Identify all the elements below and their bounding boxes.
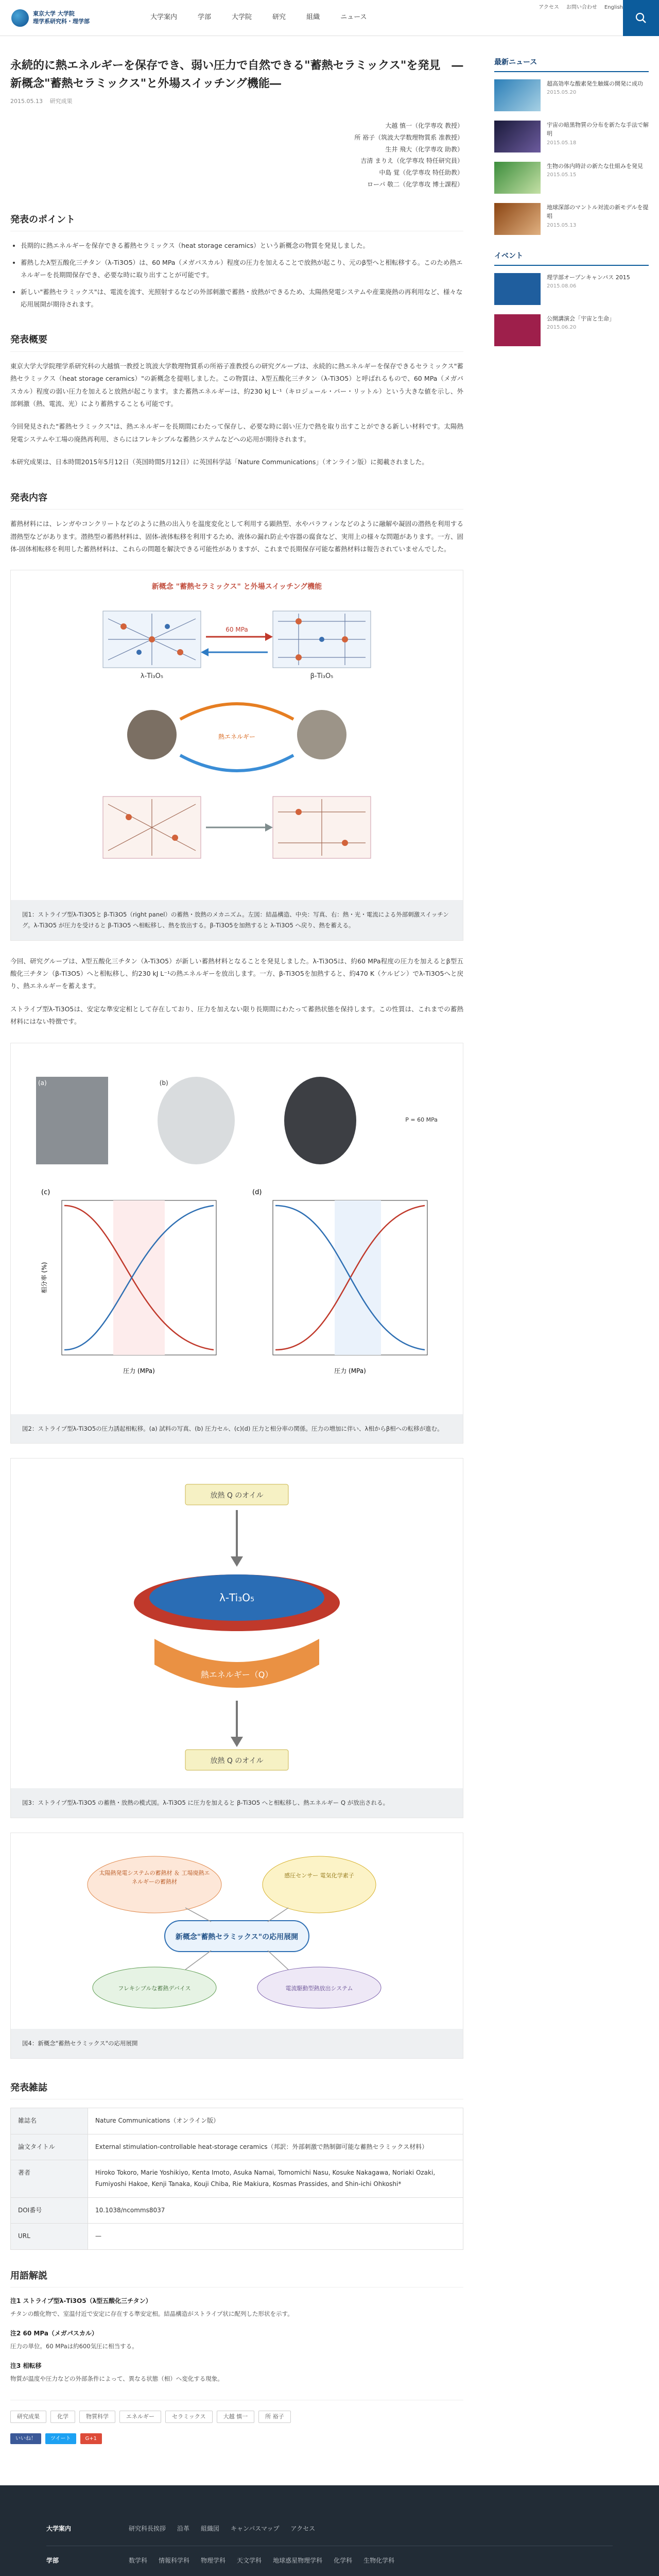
tag-list (10, 2400, 463, 2427)
nav-item[interactable]: 研究 (272, 13, 286, 22)
news-thumbnail (494, 203, 541, 235)
event-thumbnail (494, 314, 541, 346)
label-beta: β-Ti₃O₅ (310, 672, 334, 681)
nav-item[interactable]: 大学院 (232, 13, 252, 22)
logo-line1: 東京大学 大学院 (33, 10, 75, 18)
x-axis-label: 圧力 (MPa) (334, 1367, 366, 1375)
panel-label: (d) (252, 1188, 262, 1196)
publication-info-table (10, 2108, 463, 2250)
key-points (10, 240, 463, 311)
author: 吉清 まりえ（化学専攻 特任研究員） (360, 157, 463, 165)
heat-arc (180, 704, 293, 771)
table-row: URL — (11, 2224, 463, 2250)
heat-release-diagram (82, 1469, 391, 1778)
glossary-item: 注3 相転移 物質が温度や圧力などの外部条件によって、異なる状態（相）へ変化する現象。 (10, 2362, 223, 2382)
point-item: • 蓄熱したλ型五酸化三チタン（λ-Ti3O5）は、60 MPa（メガパスカル）程度の圧力を加えることで放熱が起こり、元のβ型へと相転移する。このため熱エネルギーを長期間保存でき、必要な時に取り出すことが可能です。 (21, 257, 463, 282)
figure1-title: 新概念 "蓄熱セラミックス" と外場スイッチング機能 (151, 583, 322, 591)
news-item[interactable]: 超高効率な酸素発生触媒の開発に成功 2015.05.20 (494, 79, 649, 111)
label-lambda: λ-Ti₃O₅ (140, 672, 164, 681)
heat-label: 熱エネルギー（Q） (200, 1670, 273, 1680)
nav-item[interactable]: 学部 (198, 13, 212, 22)
arrow-pressure (206, 626, 273, 641)
search-icon (635, 12, 647, 24)
tag[interactable]: エネルギー (119, 2411, 161, 2424)
glossary-item: 注1 ストライプ型λ-Ti3O5（λ型五酸化三チタン） チタンの酸化物で、室温付近で安定に存在する準安定相。結晶構造がストライプ状に配列した形状を示す。 (10, 2297, 293, 2317)
footer-category: 学部 (46, 2556, 59, 2564)
transition-region (113, 1200, 165, 1355)
search-button[interactable] (623, 0, 659, 36)
university-logo-icon (11, 9, 29, 27)
transition-region (335, 1200, 381, 1355)
center-label: λ-Ti₃O₅ (219, 1591, 254, 1604)
panel-label: (c) (41, 1188, 50, 1196)
node-current: 電流駆動型熱放出システム (285, 1985, 353, 1992)
heat-label: 熱エネルギー (218, 733, 256, 741)
figure-4 (10, 1833, 463, 2059)
nav-item[interactable]: ニュース (340, 13, 367, 22)
footer-link[interactable]: 天文学科 (237, 2556, 262, 2564)
phase-chart-c (36, 1185, 227, 1381)
info-heading: 発表雑誌 (10, 2080, 463, 2100)
glossary-heading: 用語解説 (10, 2268, 463, 2288)
footer-link[interactable]: 組織図 (201, 2525, 220, 2533)
footer-link[interactable]: 沿革 (177, 2525, 190, 2533)
footer-link[interactable]: キャンパスマップ (231, 2525, 280, 2533)
doi-link[interactable]: 10.1038/ncomms8037 (88, 2197, 463, 2224)
sidebar-news-heading: 最新ニュース (494, 57, 649, 72)
sample-photo (36, 1077, 108, 1164)
x-axis-label: 圧力 (MPa) (123, 1367, 155, 1375)
center-node: 新概念"蓄熱セラミックス"の応用展開 (175, 1933, 299, 1941)
arrow-heat (201, 648, 268, 656)
util-access[interactable]: アクセス (539, 5, 559, 10)
footer-link[interactable]: 物理学科 (201, 2556, 226, 2564)
heat-wave (154, 1639, 319, 1688)
news-item[interactable]: 生物の体内時計の新たな仕組みを発見 2015.05.15 (494, 162, 649, 194)
tag[interactable]: セラミックス (165, 2411, 213, 2424)
figure-3 (10, 1458, 463, 1818)
pressure-label: 60 MPa (226, 626, 248, 634)
author-list (10, 120, 463, 191)
site-header (0, 0, 659, 36)
bottom-label: 放熱 Q のオイル (210, 1757, 264, 1766)
content-paragraph: 今回、研究グループは、λ型五酸化三チタン（λ-Ti3O5）が新しい蓄熱材料となることを発見しました。λ-Ti3O5は、約60 MPa程度の圧力を加えるとβ型五酸化三チタン（β-Ti3O5）へと相転移し、約230 kJ L⁻¹の熱エネルギーを放出します。一方、β-Ti3O5を加熱すると、約470 K（ケルビン）でλ-Ti3O5へと戻り、熱エネルギーを蓄えます。 (10, 957, 463, 990)
content-paragraph: ストライプ型λ-Ti3O5は、安定な準安定相として存在しており、圧力を加えない限り長期間にわたって蓄熱状態を保持します。この性質は、これまでの蓄熱材料にはない特徴です。 (10, 1005, 463, 1026)
overview-paragraph: 今回発見された"蓄熱セラミックス"は、熱エネルギーを長期間にわたって保存し、必要な時に弱い圧力で熱を取り出すことができる新しい材料です。太陽熱発電システムや工場の廃熱再利用、さらにはフレキシブルな蓄熱システムなどへの応用が期待されます。 (10, 422, 463, 443)
article-date: 2015.05.13 (10, 98, 43, 105)
beta-photo (297, 710, 346, 759)
nav-item[interactable]: 組織 (306, 13, 320, 22)
point-item: • 新しい"蓄熱セラミックス"は、電流を流す、光照射するなどの外部刺激で蓄熱・放熱ができるため、太陽熱発電システムや産業廃熱の再利用など、様々な応用展開が期待されます。 (21, 286, 463, 311)
top-label: 放熱 Q のオイル (210, 1492, 264, 1500)
node-flexible: フレキシブルな蓄熱デバイス (118, 1985, 191, 1992)
sidebar (494, 57, 649, 2444)
footer-category: 大学案内 (46, 2525, 72, 2533)
arrow-bottom (206, 823, 273, 832)
figure2-caption: 図2：ストライプ型λ-Ti3O5の圧力誘起相転移。(a) 試料の写真、(b) 圧力セル、(c)(d) 圧力と相分率の関係。圧力の増加に伴い、λ相からβ相への転移が進む。 (11, 1414, 463, 1444)
panel-label: (a) (38, 1079, 47, 1087)
page-container (10, 36, 649, 2444)
site-logo[interactable] (11, 9, 130, 27)
tag[interactable]: 所 裕子 (258, 2411, 291, 2424)
article-meta (10, 97, 463, 107)
footer-link[interactable]: 情報科学科 (159, 2556, 190, 2564)
google-plus-button[interactable]: G+1 (80, 2433, 102, 2444)
util-contact[interactable]: お問い合わせ (566, 5, 597, 10)
lambda-lattice-bottom (103, 796, 201, 858)
global-nav (140, 0, 377, 36)
event-item[interactable]: 公開講演会「宇宙と生命」 2015.06.20 (494, 314, 649, 346)
overview-paragraph: 本研究成果は、日本時間2015年5月12日（英国時間5月12日）に英国科学誌「Nature Communications」（オンライン版）に掲載されました。 (10, 458, 428, 466)
author: 大越 慎一（化学専攻 教授） (385, 122, 463, 130)
event-item[interactable]: 理学部オープンキャンパス 2015 2015.08.06 (494, 273, 649, 305)
glossary (10, 2268, 463, 2384)
utility-links (531, 3, 623, 12)
footer-row (46, 2514, 613, 2546)
author: 中島 覚（化学専攻 特任助教） (379, 169, 463, 177)
tag[interactable]: 化学 (50, 2411, 75, 2424)
author: ローパ 敬二（化学専攻 博士課程） (367, 181, 463, 189)
nav-item[interactable]: 大学案内 (150, 13, 178, 22)
footer-link[interactable]: 研究科長挨拶 (129, 2525, 166, 2533)
node-solar: 太陽熱発電システムの蓄熱材 ＆ 工場廃熱エネルギーの蓄熱材 (99, 1869, 210, 1885)
points-heading: 発表のポイント (10, 212, 463, 232)
site-footer (0, 2485, 659, 2576)
article-main (10, 57, 484, 2444)
glossary-item: 注2 60 MPa（メガパスカル） 圧力の単位。60 MPaは約600気圧に相当する。 (10, 2330, 138, 2350)
news-thumbnail (494, 79, 541, 111)
panel-label: (b) (159, 1079, 168, 1087)
author: 所 裕子（筑波大学数理物質系 准教授） (354, 133, 463, 141)
news-item[interactable]: 宇宙の暗黒物質の分布を新たな手法で解明 2015.05.18 (494, 121, 649, 152)
table-row: 著者 Hiroko Tokoro, Marie Yoshikiyo, Kenta Imoto, Asuka Namai, Tomomichi Nasu, Kosuke Nakagawa, Noriaki Ozaki, Fumiyoshi Hakoe, Kenji Tanaka, Kouji Chiba, Rie Makiura, Kosmas Prassides, and Shin-ichi Ohkoshi* (11, 2160, 463, 2197)
pressure-caption: P = 60 MPa (405, 1116, 438, 1124)
beta-lattice-top (273, 611, 371, 668)
article-category[interactable]: 研究成果 (49, 98, 73, 105)
phase-transition-diagram (82, 601, 391, 889)
y-axis-label: 相分率 (%) (41, 1262, 48, 1293)
author: 生井 飛大（化学専攻 助教） (385, 145, 463, 153)
overview-paragraph: 東京大学大学院理学系研究科の大越慎一教授と筑波大学数理物質系の所裕子准教授らの研究グループは、永続的に熱エネルギーを保存できるセラミックス"蓄熱セラミックス（heat storage ceramics）"の新概念を提唱しました。この物質は、λ型五酸化三チタン（λ-Ti3O5）と呼ばれるもので、60 MPa（メガパスカル）程度の弱い圧力を加えると放熱が起こります。また蓄熱エネルギーは、約230 kJ L⁻¹（キロジュール・パー・リットル）という大きな値を示し、外部刺激（熱、電流、光）により蓄熱することも可能です。 (10, 362, 463, 408)
util-english[interactable]: English (604, 5, 623, 10)
share-buttons (10, 2433, 463, 2444)
lambda-lattice-top (103, 611, 201, 668)
lambda-photo (127, 710, 177, 759)
facebook-like-button[interactable]: いいね！ (10, 2433, 41, 2444)
pressure-gauge-photo (158, 1077, 235, 1164)
node-sensor: 感圧センサー 電気化学素子 (284, 1872, 354, 1879)
figure3-caption: 図3：ストライプ型λ-Ti3O5 の蓄熱・放熱の模式図。λ-Ti3O5 に圧力を加えると β-Ti3O5 へと相転移し、熱エネルギー Q が放出される。 (11, 1788, 463, 1818)
beta-lattice-bottom (273, 796, 371, 858)
table-row: DOI番号 10.1038/ncomms8037 (11, 2197, 463, 2224)
news-thumbnail (494, 121, 541, 152)
news-item[interactable]: 地球深部のマントル対流の新モデルを提唱 2015.05.13 (494, 203, 649, 235)
figure1-caption: 図1：ストライプ型λ-Ti3O5と β-Ti3O5（right panel）の蓄熱・放熱のメカニズム。左図：結晶構造、中央：写真、右：熱・光・電流による外部刺激スイッチング。λ-Ti3O5 が圧力を受けると β-Ti3O5 へ相転移し、熱を放出する。β-Ti3O5を加熱すると λ-Ti3O5 へ戻り、熱を蓄える。 (11, 900, 463, 940)
content-paragraph: 蓄熱材料には、レンガやコンクリートなどのように熱の出入りを温度変化として利用する顕熱型、水やパラフィンなどのように融解や凝固の潜熱を利用する潜熱型などがあります。潜熱型の蓄熱材料は、固体-液体転移を利用するため、液体の漏れ防止や容器の腐食など、実用上の様々な問題があります。一方、固体-固体相転移を利用した蓄熱材料は、これらの問題を解決できる可能性がありますが、これまで長期保存可能な蓄熱材料は報告されていませんでした。 (10, 520, 463, 553)
footer-row (46, 2546, 613, 2576)
phase-chart-d (247, 1185, 438, 1381)
footer-link[interactable]: 生物化学科 (363, 2556, 395, 2564)
pellet-photo (284, 1077, 356, 1164)
content-heading: 発表内容 (10, 490, 463, 510)
sidebar-event-heading: イベント (494, 250, 649, 266)
footer-link[interactable]: 地球惑星物理学科 (273, 2556, 323, 2564)
point-item: • 長期的に熱エネルギーを保存できる蓄熱セラミックス（heat storage ceramics）という新概念の物質を発見しました。 (21, 240, 463, 252)
logo-line2: 理学系研究科・理学部 (33, 18, 90, 25)
footer-link[interactable]: 化学科 (334, 2556, 353, 2564)
overview-heading: 発表概要 (10, 332, 463, 352)
tag[interactable]: 研究成果 (10, 2411, 46, 2424)
tag[interactable]: 大越 慎一 (217, 2411, 255, 2424)
figure4-caption: 図4：新概念"蓄熱セラミックス"の応用展開 (11, 2029, 463, 2058)
tweet-button[interactable]: ツイート (45, 2433, 76, 2444)
table-row: 雑誌名 Nature Communications（オンライン版） (11, 2108, 463, 2134)
tag[interactable]: 物質科学 (79, 2411, 115, 2424)
footer-link[interactable]: アクセス (290, 2525, 316, 2533)
news-thumbnail (494, 162, 541, 194)
footer-link[interactable]: 数学科 (129, 2556, 148, 2564)
event-thumbnail (494, 273, 541, 305)
table-row: 論文タイトル External stimulation-controllable heat-storage ceramics（邦訳：外部刺激で熱制御可能な蓄熱セラミックス材料） (11, 2134, 463, 2160)
figure-2 (10, 1043, 463, 1444)
article-title: 永続的に熱エネルギーを保存でき、弱い圧力で自然できる"蓄熱セラミックス"を発見 ―新概念"蓄熱セラミックス"と外場スイッチング機能― (10, 59, 463, 91)
application-diagram (72, 1843, 402, 2019)
figure-1 (10, 570, 463, 940)
